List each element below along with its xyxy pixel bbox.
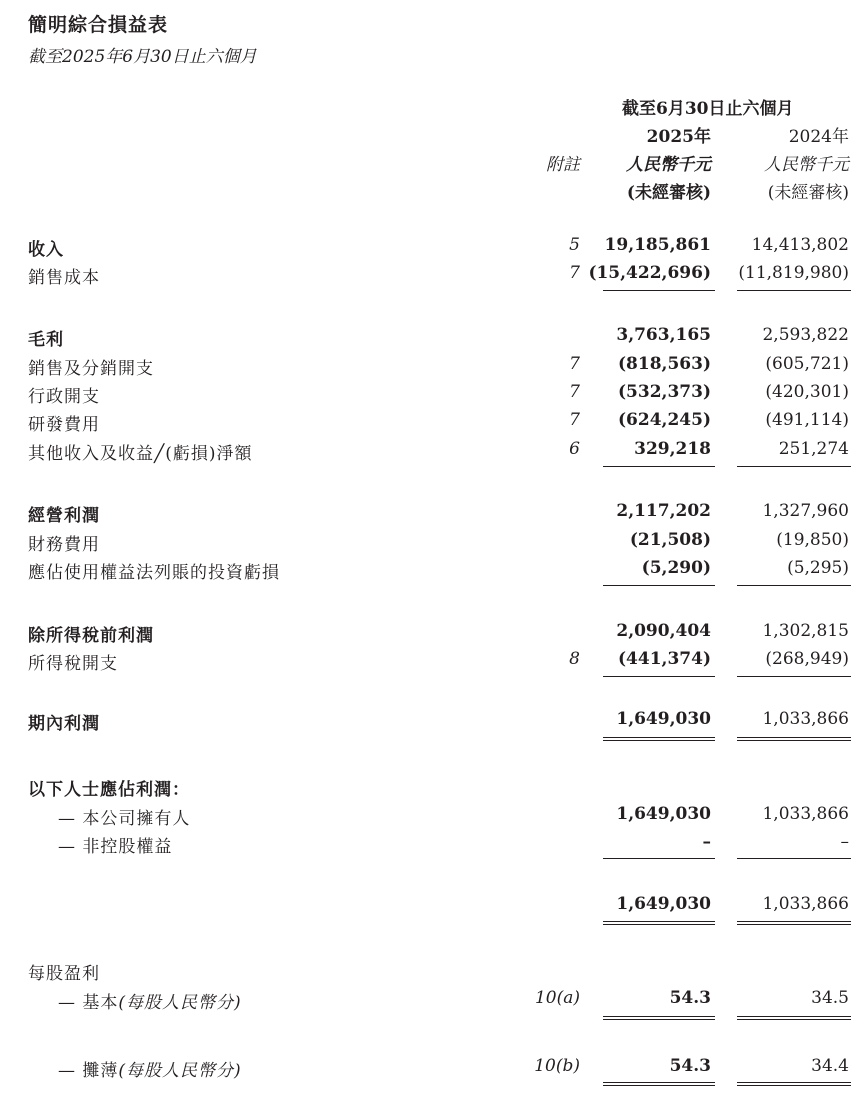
row-2025-attributable-total: 1,649,030 (616, 894, 711, 914)
row-2024-attributable-total: 1,033,866 (762, 894, 849, 914)
year-2024-header: 2024年 (788, 127, 849, 147)
row-label-profit-for-period: 期內利潤 (28, 714, 100, 734)
total-double-rule-2024 (737, 737, 851, 741)
subtotal-rule-2025 (603, 676, 715, 677)
row-label-eps-diluted: — 攤薄(每股人民幣分) (58, 1061, 242, 1081)
row-2024-profit-before-tax: 1,302,815 (762, 621, 849, 641)
total-double-rule-2025 (603, 737, 715, 741)
row-2024-profit-for-period: 1,033,866 (762, 709, 849, 729)
row-2024-gross-profit: 2,593,822 (762, 325, 849, 345)
row-label-revenue: 收入 (28, 240, 64, 260)
row-note-other-income: 6 (569, 439, 580, 459)
total-double-rule-2024 (737, 1016, 851, 1020)
row-note-eps-diluted: 10(b) (534, 1056, 580, 1076)
unit-2025-header: 人民幣千元 (626, 155, 711, 175)
row-label-other-income: 其他收入及收益╱(虧損)淨額 (28, 444, 253, 464)
row-2024-income-tax: (268,949) (765, 649, 849, 669)
row-label-gross-profit: 毛利 (28, 330, 64, 350)
row-note-selling-expenses: 7 (569, 354, 580, 374)
audit-2025-header: (未經審核) (626, 183, 711, 203)
row-label-eps-diluted-unit: (每股人民幣分) (118, 1061, 242, 1081)
row-2025-admin-expenses: (532,373) (618, 382, 711, 402)
row-2024-selling-expenses: (605,721) (765, 354, 849, 374)
row-2024-cost-of-sales: (11,819,980) (738, 263, 849, 283)
total-double-rule-2024 (737, 921, 851, 925)
unit-2024-header: 人民幣千元 (764, 155, 849, 175)
year-2025-header: 2025年 (646, 127, 711, 147)
row-2025-gross-profit: 3,763,165 (616, 325, 711, 345)
note-header: 附註 (546, 155, 580, 175)
subtotal-rule-2024 (737, 676, 851, 677)
row-2025-rd-expenses: (624,245) (618, 410, 711, 430)
row-label-income-tax: 所得稅開支 (28, 654, 118, 674)
row-2024-revenue: 14,413,802 (751, 235, 849, 255)
statement-subtitle: 截至2025年6月30日止六個月 (28, 47, 257, 67)
row-label-rd-expenses: 研發費用 (28, 415, 100, 435)
row-note-admin-expenses: 7 (569, 382, 580, 402)
row-note-income-tax: 8 (569, 649, 580, 669)
period-header: 截至6月30日止六個月 (622, 99, 794, 119)
row-label-eps: 每股盈利 (28, 964, 100, 984)
row-2025-cost-of-sales: (15,422,696) (588, 263, 711, 283)
row-label-operating-profit: 經營利潤 (28, 506, 100, 526)
row-2024-owners: 1,033,866 (762, 804, 849, 824)
subtotal-rule-2024 (737, 585, 851, 586)
row-2025-owners: 1,649,030 (616, 804, 711, 824)
row-label-admin-expenses: 行政開支 (28, 387, 100, 407)
total-double-rule-2024 (737, 1082, 851, 1086)
row-note-rd-expenses: 7 (569, 410, 580, 430)
audit-2024-header: (未經審核) (767, 183, 849, 203)
row-label-cost-of-sales: 銷售成本 (28, 268, 100, 288)
row-label-attributable-to: 以下人士應佔利潤： (28, 780, 190, 800)
row-label-finance-costs: 財務費用 (28, 535, 100, 555)
total-double-rule-2025 (603, 1082, 715, 1086)
row-2025-eps-basic: 54.3 (669, 988, 711, 1008)
row-label-profit-before-tax: 除所得稅前利潤 (28, 626, 154, 646)
row-label-share-of-losses: 應佔使用權益法列賬的投資虧損 (28, 563, 280, 583)
row-2024-non-controlling: – (840, 832, 849, 852)
subtotal-rule-2024 (737, 858, 851, 859)
subtotal-rule-2025 (603, 858, 715, 859)
row-2025-revenue: 19,185,861 (604, 235, 711, 255)
subtotal-rule-2025 (603, 466, 715, 467)
subtotal-rule-2025 (603, 290, 715, 291)
row-2024-operating-profit: 1,327,960 (762, 501, 849, 521)
row-2024-rd-expenses: (491,114) (765, 410, 849, 430)
row-2024-share-of-losses: (5,295) (787, 558, 849, 578)
row-2025-income-tax: (441,374) (618, 649, 711, 669)
row-label-owners: — 本公司擁有人 (58, 809, 191, 829)
row-2024-finance-costs: (19,850) (776, 530, 849, 550)
row-2025-profit-for-period: 1,649,030 (616, 709, 711, 729)
row-2024-eps-diluted: 34.4 (811, 1056, 849, 1076)
subtotal-rule-2025 (603, 585, 715, 586)
row-label-selling-expenses: 銷售及分銷開支 (28, 359, 154, 379)
row-2025-operating-profit: 2,117,202 (616, 501, 711, 521)
total-double-rule-2025 (603, 921, 715, 925)
total-double-rule-2025 (603, 1016, 715, 1020)
subtotal-rule-2024 (737, 290, 851, 291)
row-2024-eps-basic: 34.5 (811, 988, 849, 1008)
row-2024-other-income: 251,274 (778, 439, 849, 459)
row-2025-other-income: 329,218 (634, 439, 711, 459)
row-note-cost-of-sales: 7 (569, 263, 580, 283)
row-note-revenue: 5 (569, 235, 580, 255)
row-2025-finance-costs: (21,508) (629, 530, 711, 550)
row-2024-admin-expenses: (420,301) (765, 382, 849, 402)
row-2025-share-of-losses: (5,290) (641, 558, 711, 578)
row-label-non-controlling: — 非控股權益 (58, 837, 173, 857)
statement-title: 簡明綜合損益表 (28, 14, 169, 36)
row-2025-non-controlling: – (702, 832, 711, 852)
subtotal-rule-2024 (737, 466, 851, 467)
row-label-eps-basic: — 基本(每股人民幣分) (58, 993, 242, 1013)
row-label-eps-basic-unit: (每股人民幣分) (118, 993, 242, 1013)
row-2025-eps-diluted: 54.3 (669, 1056, 711, 1076)
row-note-eps-basic: 10(a) (534, 988, 580, 1008)
row-2025-profit-before-tax: 2,090,404 (616, 621, 711, 641)
row-2025-selling-expenses: (818,563) (618, 354, 711, 374)
